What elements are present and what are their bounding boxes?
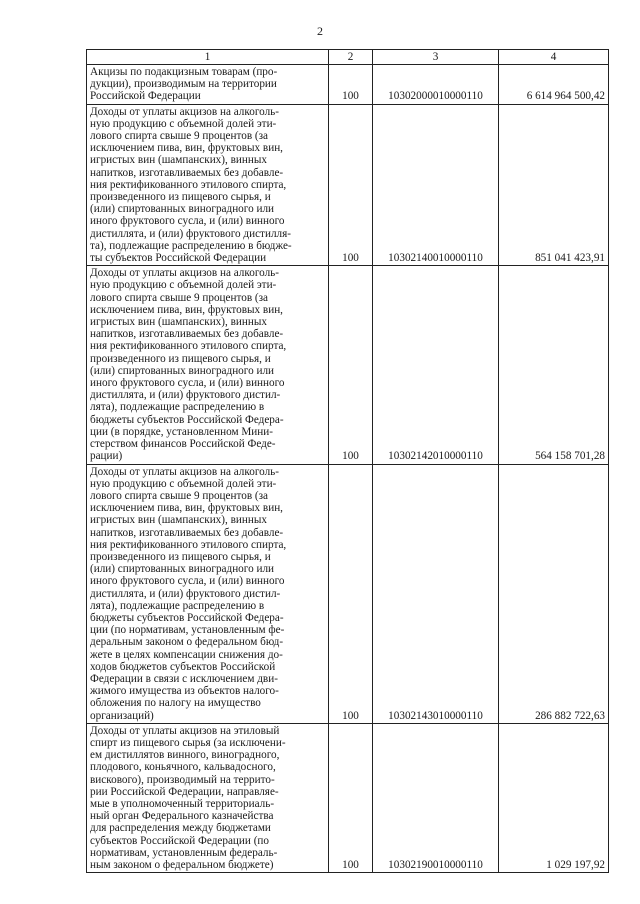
row-kbk-code: 10302143010000110 xyxy=(373,464,499,723)
row-description: Акцизы по подакцизным товарам (про- дукции), производимым на территории Российской Федерации xyxy=(87,65,329,105)
table-row xyxy=(87,464,609,723)
table-row xyxy=(87,266,609,464)
column-header-2: 2 xyxy=(329,50,373,65)
table-row xyxy=(87,65,609,105)
table-row xyxy=(87,104,609,266)
row-admin-code: 100 xyxy=(329,723,373,872)
row-amount: 6 614 964 500,42 xyxy=(499,65,609,105)
revenue-table xyxy=(86,49,609,873)
row-description: Доходы от уплаты акцизов на этиловый спирт из пищевого сырья (за исключени- ем дистиллятов винного, виноградного, плодового, коньячного, кальвадосного, вискового), производимый на террито- рии Российской Федерации, направляе- мые в уполномоченный территориаль- ный орган Федерального казначейства для распределения между бюджетами субъектов Российской Федерации (по нормативам, установленным федераль- ным законом о федеральном бюджете) xyxy=(87,723,329,872)
row-amount: 564 158 701,28 xyxy=(499,266,609,464)
row-kbk-code: 10302190010000110 xyxy=(373,723,499,872)
row-kbk-code: 10302000010000110 xyxy=(373,65,499,105)
row-admin-code: 100 xyxy=(329,104,373,266)
row-kbk-code: 10302140010000110 xyxy=(373,104,499,266)
row-kbk-code: 10302142010000110 xyxy=(373,266,499,464)
row-amount: 851 041 423,91 xyxy=(499,104,609,266)
row-description: Доходы от уплаты акцизов на алкоголь- ную продукцию с объемной долей эти- лового спирта свыше 9 процентов (за исключением пива, вин, фруктовых вин, игристых вин (шампанских), винных напитков, изготавливаемых без добавле- ния ректификованного этилового спирта, произведенного из пищевого сырья, и (или) спиртованных виноградного или иного фруктового сусла, и (или) винного дистиллята, и (или) фруктового дистил- лята), подлежащие распределению в бюджеты субъектов Российской Федера- ции (в порядке, установленном Мини- стерством финансов Российской Феде- рации) xyxy=(87,266,329,464)
row-admin-code: 100 xyxy=(329,464,373,723)
column-number-row xyxy=(87,50,609,65)
row-admin-code: 100 xyxy=(329,266,373,464)
column-header-1: 1 xyxy=(87,50,329,65)
row-admin-code: 100 xyxy=(329,65,373,105)
column-header-3: 3 xyxy=(373,50,499,65)
row-description: Доходы от уплаты акцизов на алкоголь- ную продукцию с объемной долей эти- лового спирта свыше 9 процентов (за исключением пива, вин, фруктовых вин, игристых вин (шампанских), винных напитков, изготавливаемых без добавле- ния ректификованного этилового спирта, произведенного из пищевого сырья, и (или) спиртованных виноградного или иного фруктового сусла, и (или) винного дистиллята, и (или) фруктового дистил- лята), подлежащие распределению в бюджеты субъектов Российской Федера- ции (по нормативам, установленным фе- деральным законом о федеральном бюд- жете в целях компенсации снижения до- ходов бюджетов субъектов Российской Федерации в связи с исключением дви- жимого имущества из объектов налого- обложения по налогу на имущество организаций) xyxy=(87,464,329,723)
row-amount: 1 029 197,92 xyxy=(499,723,609,872)
page-number: 2 xyxy=(317,24,323,38)
row-amount: 286 882 722,63 xyxy=(499,464,609,723)
row-description: Доходы от уплаты акцизов на алкоголь- ную продукцию с объемной долей эти- лового спирта свыше 9 процентов (за исключением пива, вин, фруктовых вин, игристых вин (шампанских), винных напитков, изготавливаемых без добавле- ния ректификованного этилового спирта, произведенного из пищевого сырья, и (или) спиртованных виноградного или иного фруктового сусла, и (или) винного дистиллята, и (или) фруктового дистилля- та), подлежащие распределению в бюдже- ты субъектов Российской Федерации xyxy=(87,104,329,266)
table-row xyxy=(87,723,609,872)
column-header-4: 4 xyxy=(499,50,609,65)
